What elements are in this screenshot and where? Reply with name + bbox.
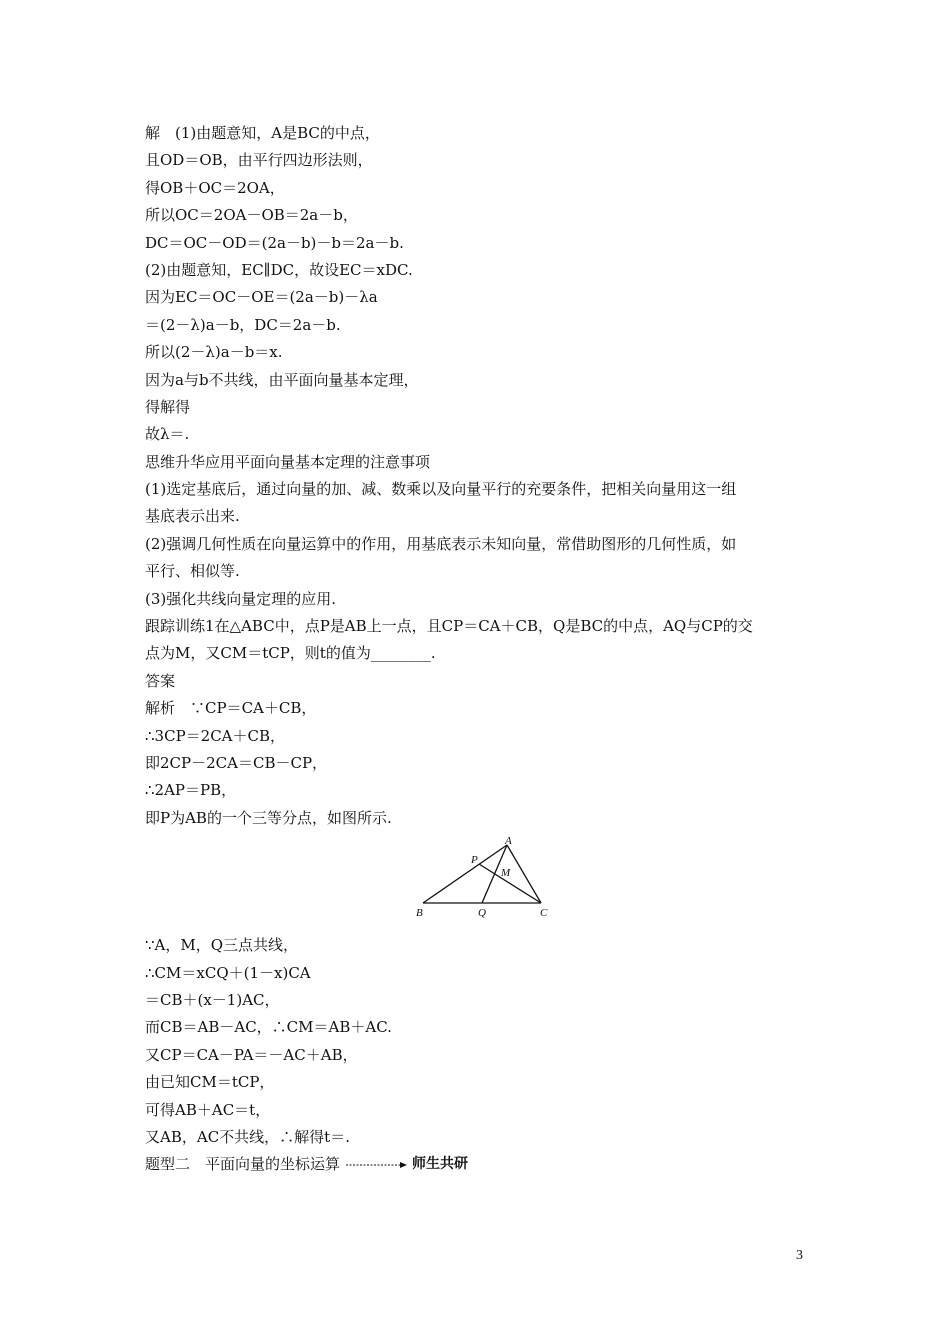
exercise-line: 跟踪训练1在△ABC中，点P是AB上一点，且CP＝CA＋CB，Q是BC的中点，AQ与CP的交 (145, 617, 753, 636)
text-line: (1)选定基底后，通过向量的加、减、数乘以及向量平行的充要条件，把相关向量用这一组 (145, 480, 737, 499)
text-line: ∴2AP＝PB， (145, 781, 237, 800)
exercise-line: 点为M，又CM＝tCP，则t的值为________. (145, 644, 436, 663)
text-line: ＝(2－λ)a－b，DC＝2a－b. (145, 315, 341, 334)
segment-ac (507, 845, 541, 903)
triangle-diagram (410, 836, 550, 922)
label-p: P (471, 854, 478, 867)
text-line: 可得AB＋AC＝t， (145, 1100, 271, 1119)
text-line: 又AB，AC不共线，∴解得t＝. (145, 1127, 350, 1146)
dotted-arrow-icon (346, 1160, 408, 1170)
text-line: ＝CB＋(x－1)AC， (145, 990, 280, 1009)
text-line: 且OD＝OB，由平行四边形法则， (145, 151, 373, 170)
text-line: 得解得 (145, 397, 191, 416)
text-line: 而CB＝AB－AC，∴CM＝AB＋AC. (145, 1018, 392, 1037)
heading-title: 题型二 平面向量的坐标运算 (145, 1155, 341, 1174)
page-number: 3 (796, 1248, 803, 1263)
text-line: 平行、相似等. (145, 562, 240, 581)
text-line: 故λ＝. (145, 425, 190, 444)
text-line: (2)由题意知，EC∥DC，故设EC＝xDC. (145, 260, 413, 279)
text-line: 所以OC＝2OA－OB＝2a－b， (145, 206, 358, 225)
heading-tag: 师生共研 (412, 1156, 469, 1173)
text-line: 基底表示出来. (145, 507, 240, 526)
text-line: 解析 ∵CP＝CA＋CB， (145, 699, 317, 718)
text-line: 即P为AB的一个三等分点，如图所示. (145, 808, 392, 827)
text-line: 解 (1)由题意知，A是BC的中点， (145, 124, 380, 142)
answer-label: 答案 (145, 671, 176, 690)
text-line: (2)强调几何性质在向量运算中的作用，用基底表示未知向量，常借助图形的几何性质，如 (145, 534, 737, 553)
document-body (145, 120, 815, 1179)
section-title: 思维升华应用平面向量基本定理的注意事项 (145, 452, 431, 471)
text-line: 得OB＋OC＝2OA， (145, 178, 285, 197)
label-a: A (505, 836, 512, 848)
text-line: 由已知CM＝tCP， (145, 1073, 275, 1092)
text-line: (3)强化共线向量定理的应用. (145, 589, 337, 608)
text-line: 所以(2－λ)a－b＝x. (145, 343, 283, 362)
text-line: 即2CP－2CA＝CB－CP， (145, 753, 328, 772)
label-b: B (416, 907, 423, 920)
text-line: ∵A，M，Q三点共线， (145, 936, 299, 955)
label-m: M (501, 867, 511, 880)
label-c: C (540, 907, 548, 920)
section-heading (145, 1151, 815, 1178)
text-line: 因为EC＝OC－OE＝(2a－b)－λa (145, 288, 378, 307)
text-line: 又CP＝CA－PA＝－AC＋AB， (145, 1045, 358, 1064)
text-line: 因为a与b不共线，由平面向量基本定理， (145, 370, 419, 389)
triangle-figure (145, 836, 815, 922)
text-line: ∴CM＝xCQ＋(1－x)CA (145, 963, 311, 982)
text-line: DC＝OC－OD＝(2a－b)－b＝2a－b. (145, 233, 404, 252)
label-q: Q (478, 907, 486, 920)
text-line: ∴3CP＝2CA＋CB， (145, 726, 286, 745)
